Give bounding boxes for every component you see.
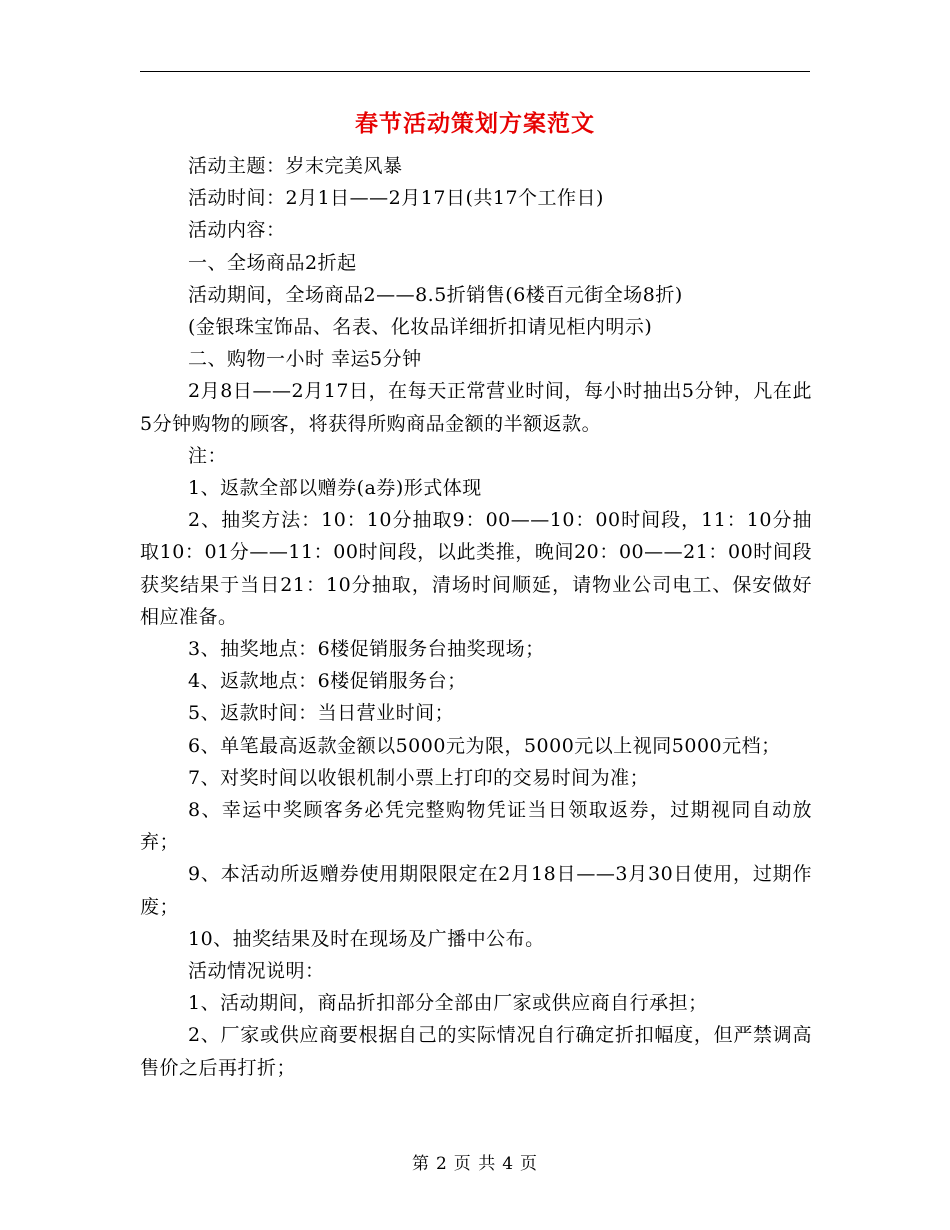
paragraph-note-5: 5、返款时间：当日营业时间； [188,702,455,725]
page-footer [0,1152,950,1176]
footer-middle: 页 共 [453,1154,497,1174]
paragraph-discount-note: (金银珠宝饰品、名表、化妆品详细折扣请见柜内明示) [188,316,653,339]
paragraph-note-1: 1、返款全部以赠券(a券)形式体现 [188,477,482,500]
paragraph-note-9: 9、本活动所返赠券使用期限限定在2月18日——3月30日使用，过期作废； [140,863,812,918]
paragraph-situation-heading: 活动情况说明： [188,960,325,983]
document-body [140,150,812,1084]
paragraph-time: 活动时间：2月1日——2月17日(共17个工作日) [188,187,604,210]
footer-total-pages: 4 [502,1154,515,1174]
footer-page-number: 2 [435,1154,448,1174]
paragraph-section-2: 二、购物一小时 幸运5分钟 [188,348,422,371]
footer-suffix: 页 [520,1154,539,1174]
footer-prefix: 第 [411,1154,430,1174]
paragraph-note-6: 6、单笔最高返款金额以5000元为限，5000元以上视同5000元档； [188,734,781,757]
document-title: 春节活动策划方案范文 [355,110,595,137]
paragraph-notes-heading: 注： [188,444,228,467]
paragraph-content-heading: 活动内容： [188,219,286,242]
paragraph-situation-2: 2、厂家或供应商要根据自己的实际情况自行确定折扣幅度，但严禁调高售价之后再打折； [140,1024,812,1079]
paragraph-lucky-5min: 2月8日——2月17日，在每天正常营业时间，每小时抽出5分钟，凡在此5分钟购物的顾客，将获得所购商品金额的半额返款。 [140,380,812,435]
paragraph-theme: 活动主题：岁末完美风暴 [188,155,403,177]
paragraph-note-3: 3、抽奖地点：6楼促销服务台抽奖现场； [188,638,545,661]
paragraph-note-10: 10、抽奖结果及时在现场及广播中公布。 [188,927,545,950]
header-rule [140,71,810,72]
paragraph-note-8: 8、幸运中奖顾客务必凭完整购物凭证当日领取返券，过期视同自动放弃； [140,799,812,854]
paragraph-note-7: 7、对奖时间以收银机制小票上打印的交易时间为准； [188,766,650,789]
paragraph-note-4: 4、返款地点：6楼促销服务台； [188,670,467,693]
paragraph-note-2: 2、抽奖方法：10：10分抽取9：00——10：00时间段，11：10分抽取10：01分——11：00时间段，以此类推，晚间20：00——21：00时间段获奖结果于当日21：10分抽取，清场时间顺延，请物业公司电工、保安做好相应准备。 [140,509,812,628]
paragraph-situation-1: 1、活动期间，商品折扣部分全部由厂家或供应商自行承担； [188,992,708,1015]
paragraph-discount: 活动期间，全场商品2——8.5折销售(6楼百元街全场8折) [188,283,683,306]
paragraph-section-1: 一、全场商品2折起 [188,251,357,274]
